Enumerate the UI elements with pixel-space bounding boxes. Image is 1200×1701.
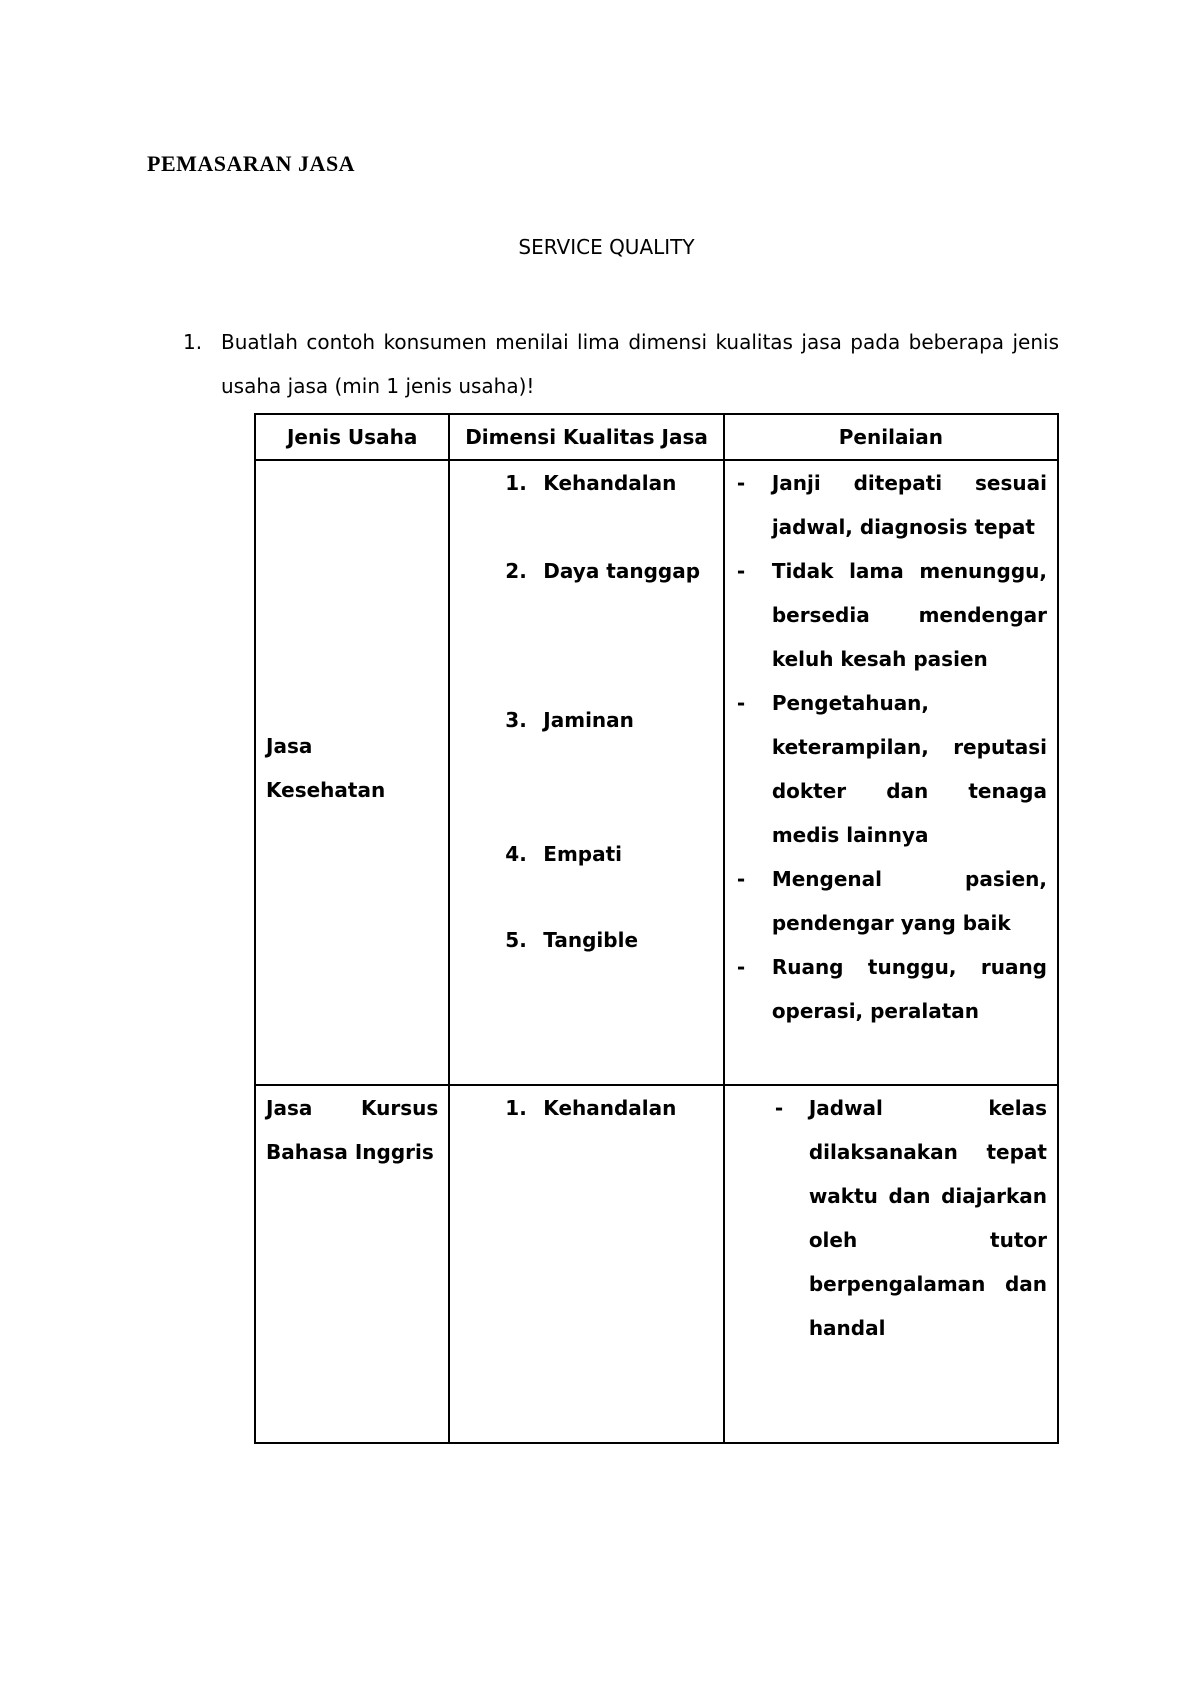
dimension-label: Daya tanggap <box>543 559 701 583</box>
dimension-number: 2. <box>505 559 527 583</box>
assessment-text: Tidak lama menunggu, bersedia mendengar keluh kesah pasien <box>771 559 1047 671</box>
assessment-text: Mengenal pasien, pendengar yang baik <box>771 867 1047 935</box>
table-row <box>255 460 1058 1085</box>
dimension-number: 3. <box>505 708 527 732</box>
dash-bullet: - <box>736 691 746 715</box>
penilaian-cell <box>724 460 1058 1085</box>
table-header-row <box>255 414 1058 460</box>
dimension-label: Kehandalan <box>543 471 677 495</box>
assessment-text: Ruang tunggu, ruang operasi, peralatan <box>771 955 1047 1023</box>
header-dimensi-kualitas-jasa: Dimensi Kualitas Jasa <box>449 414 724 460</box>
dimension-number: 4. <box>505 842 527 866</box>
penilaian-cell <box>724 1085 1058 1443</box>
dimensi-cell <box>449 1085 724 1443</box>
service-quality-table <box>254 413 1059 1444</box>
section-title: SERVICE QUALITY <box>518 235 695 259</box>
dimension-label: Empati <box>543 842 623 866</box>
dimension-label: Tangible <box>543 928 639 952</box>
assessment-text: Janji ditepati sesuai jadwal, diagnosis tepat <box>771 471 1047 539</box>
dimension-item <box>460 1086 713 1130</box>
dimension-item <box>460 549 713 698</box>
dimension-label: Kehandalan <box>543 1096 677 1120</box>
dash-bullet: - <box>736 955 746 979</box>
dimension-item <box>460 698 713 832</box>
document-title: PEMASARAN JASA <box>147 151 356 176</box>
jenis-usaha-cell <box>255 1085 449 1443</box>
jenis-usaha-label: Jasa Kesehatan <box>266 733 386 802</box>
dash-bullet: - <box>736 471 746 495</box>
jenis-usaha-label: Jasa Kursus Bahasa Inggris <box>266 1096 439 1164</box>
question-text: Buatlah contoh konsumen menilai lima dimensi kualitas jasa pada beberapa jenis usaha jasa (min 1 jenis usaha)! <box>221 330 1059 398</box>
assessment-item <box>735 461 1047 549</box>
assessment-item <box>735 549 1047 681</box>
assessment-item <box>735 1086 1047 1350</box>
dimension-number: 5. <box>505 928 527 952</box>
dimension-label: Jaminan <box>543 708 634 732</box>
dimension-item <box>460 832 713 918</box>
question-number: 1. <box>183 330 203 354</box>
header-penilaian: Penilaian <box>724 414 1058 460</box>
assessment-item <box>735 945 1047 1033</box>
question-item <box>183 320 1059 408</box>
dash-bullet: - <box>736 559 746 583</box>
assessment-text: Pengetahuan, keterampilan, reputasi dokter dan tenaga medis lainnya <box>771 691 1047 847</box>
dash-bullet: - <box>736 867 746 891</box>
dimension-item <box>460 461 713 549</box>
assessment-text: Jadwal kelas dilaksanakan tepat waktu dan diajarkan oleh tutor berpengalaman dan handal <box>808 1096 1047 1340</box>
dash-bullet: - <box>774 1096 784 1120</box>
dimension-number: 1. <box>505 471 527 495</box>
header-jenis-usaha: Jenis Usaha <box>255 414 449 460</box>
dimensi-cell <box>449 460 724 1085</box>
table-row <box>255 1085 1058 1443</box>
dimension-number: 1. <box>505 1096 527 1120</box>
dimension-item <box>460 918 713 962</box>
jenis-usaha-cell <box>255 460 449 1085</box>
assessment-item <box>735 681 1047 857</box>
assessment-item <box>735 857 1047 945</box>
